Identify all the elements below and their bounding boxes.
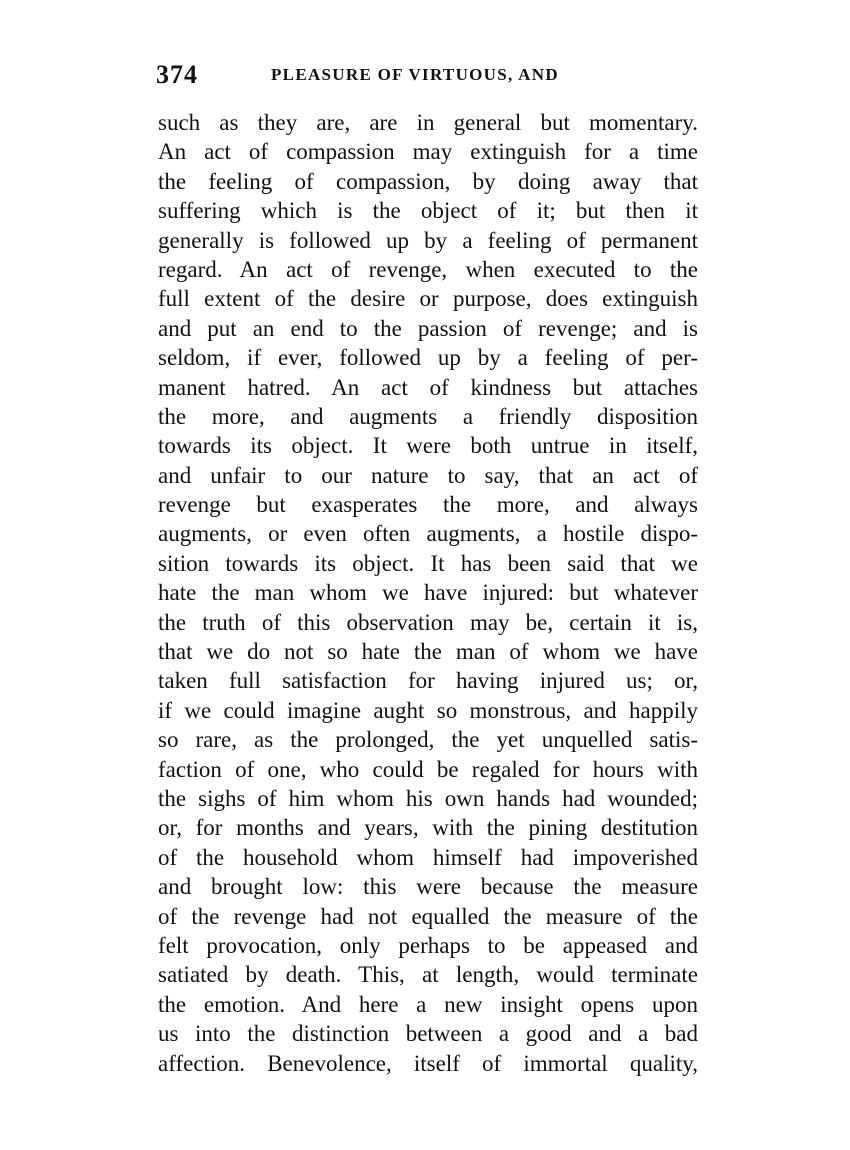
text-line: of the revenge had not equalled the measure of the [158, 903, 698, 929]
text-line: and brought low: this were because the measure [158, 874, 698, 900]
text-line: so rare, as the prolonged, the yet unquelled satis- [158, 727, 698, 753]
text-line: the truth of this observation may be, certain it is, [158, 609, 698, 635]
text-line: sition towards its object. It has been said that we [158, 550, 698, 576]
running-header [153, 58, 698, 94]
text-line: or, for months and years, with the pining destitution [158, 815, 698, 841]
text-line: of the household whom himself had impoverished [158, 844, 698, 870]
text-line: An act of compassion may extinguish for a time [158, 139, 698, 165]
body-text [158, 108, 698, 1078]
text-line: and unfair to our nature to say, that an act of [158, 462, 698, 488]
text-line: felt provocation, only perhaps to be appeased and [158, 932, 698, 958]
text-line: generally is followed up by a feeling of permanent [158, 227, 698, 253]
text-line: that we do not so hate the man of whom we have [158, 639, 698, 665]
text-line: manent hatred. An act of kindness but attaches [158, 374, 698, 400]
text-line: if we could imagine aught so monstrous, and happily [158, 697, 698, 723]
page-number: 374 [156, 60, 198, 89]
text-line: affection. Benevolence, itself of immortal quality, [158, 1050, 698, 1076]
text-line: the more, and augments a friendly disposition [158, 403, 698, 429]
text-line: faction of one, who could be regaled for hours with [158, 756, 698, 782]
text-line: and put an end to the passion of revenge; and is [158, 315, 698, 341]
text-line: us into the distinction between a good and a bad [158, 1021, 698, 1047]
text-line: the feeling of compassion, by doing away that [158, 168, 698, 194]
text-line: revenge but exasperates the more, and always [158, 492, 698, 518]
text-line: satiated by death. This, at length, would terminate [158, 962, 698, 988]
text-line: the emotion. And here a new insight opens upon [158, 991, 698, 1017]
text-line: full extent of the desire or purpose, does extinguish [158, 286, 698, 312]
text-line: such as they are, are in general but momentary. [158, 110, 698, 135]
text-line: hate the man whom we have injured: but whatever [158, 580, 698, 606]
text-line: augments, or even often augments, a hostile dispo- [158, 521, 698, 547]
text-line: suffering which is the object of it; but then it [158, 198, 698, 224]
text-line: regard. An act of revenge, when executed to the [158, 256, 698, 282]
text-line: towards its object. It were both untrue in itself, [158, 433, 698, 459]
text-line: the sighs of him whom his own hands had wounded; [158, 785, 698, 811]
text-line: seldom, if ever, followed up by a feeling of per- [158, 345, 698, 371]
running-title: PLEASURE OF VIRTUOUS, AND [271, 65, 559, 84]
text-line: taken full satisfaction for having injured us; or, [158, 668, 698, 694]
